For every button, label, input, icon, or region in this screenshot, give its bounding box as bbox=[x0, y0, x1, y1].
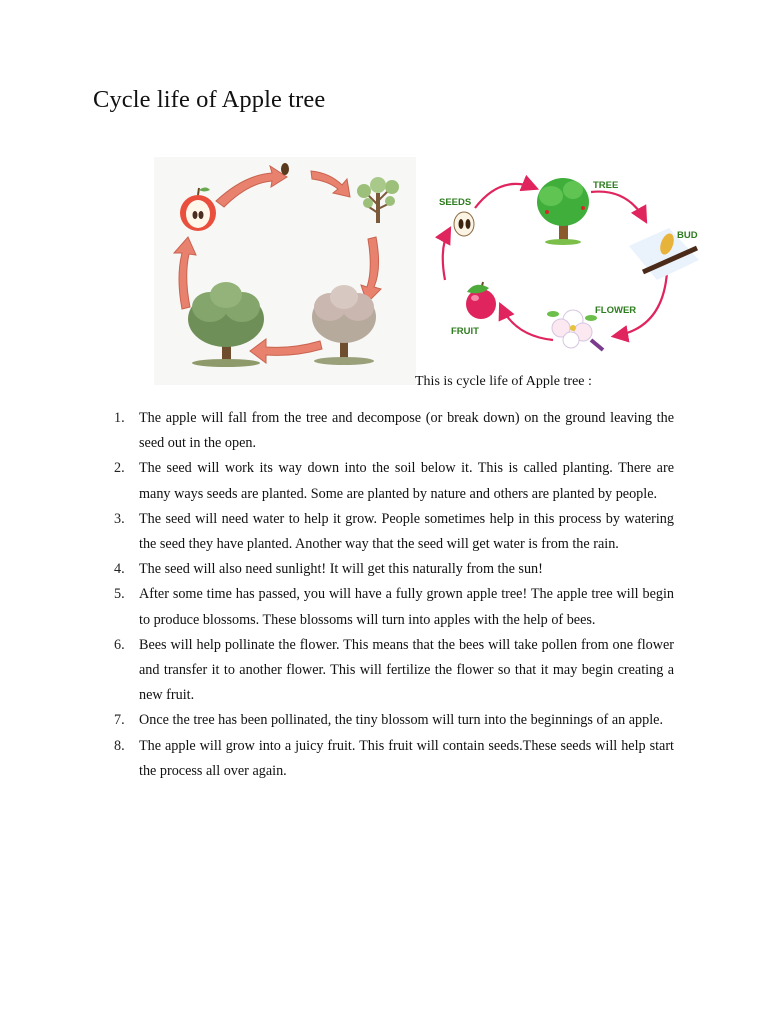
step-text: The apple will grow into a juicy fruit. This fruit will contain seeds.These seeds will help start the process all over again. bbox=[139, 737, 674, 779]
apple-life-cycle-illustration-right bbox=[431, 168, 707, 364]
steps-list bbox=[110, 406, 674, 784]
step-text: Bees will help pollinate the flower. This means that the bees will take pollen from one flower and transfer it to another flower. This will fertilize the flower so that it may begin creating a new fruit. bbox=[139, 636, 674, 704]
list-item bbox=[110, 456, 674, 506]
list-item bbox=[110, 507, 674, 557]
list-item bbox=[110, 734, 674, 784]
step-text: The seed will need water to help it grow. People sometimes help in this process by watering the seed they have planted. Another way that the seed will get water is from the rain. bbox=[139, 510, 674, 553]
flower-icon bbox=[547, 310, 603, 350]
step-number: 5. bbox=[114, 586, 125, 603]
step-number: 7. bbox=[114, 712, 125, 729]
step-text: The seed will also need sunlight! It will get this naturally from the sun! bbox=[139, 561, 543, 578]
list-item bbox=[110, 633, 674, 709]
seeds-icon bbox=[454, 212, 474, 236]
step-number: 6. bbox=[114, 636, 125, 653]
step-number: 8. bbox=[114, 737, 125, 754]
tree-icon bbox=[537, 178, 589, 245]
seed-icon bbox=[281, 163, 289, 175]
apple-life-cycle-illustration-left bbox=[154, 157, 416, 385]
figure-caption: This is cycle life of Apple tree : bbox=[415, 374, 592, 389]
label-tree: TREE bbox=[593, 180, 619, 191]
step-text: The seed will work its way down into the soil below it. This is called planting. There are many ways seeds are planted. Some are planted by nature and others are planted by people. bbox=[139, 460, 674, 502]
list-item bbox=[110, 557, 674, 582]
list-item bbox=[110, 406, 674, 456]
list-item bbox=[110, 708, 674, 733]
page-title: Cycle life of Apple tree bbox=[93, 86, 326, 113]
label-bud: BUD bbox=[677, 230, 698, 241]
step-number: 3. bbox=[114, 510, 125, 527]
label-fruit: FRUIT bbox=[451, 326, 479, 337]
step-number: 1. bbox=[114, 410, 125, 426]
step-number: 4. bbox=[114, 561, 125, 578]
step-text: After some time has passed, you will have a fully grown apple tree! The apple tree will begin to produce blossoms. These blossoms will turn into apples with the help of bees. bbox=[139, 586, 674, 628]
step-text: Once the tree has been pollinated, the tiny blossom will turn into the beginnings of an apple. bbox=[139, 712, 664, 729]
list-item bbox=[110, 582, 674, 632]
label-flower: FLOWER bbox=[595, 305, 637, 316]
step-text: The apple will fall from the tree and decompose (or break down) on the ground leaving the seed out in the open. bbox=[139, 410, 674, 452]
step-number: 2. bbox=[114, 460, 125, 477]
label-seeds: SEEDS bbox=[439, 197, 472, 208]
apple-fruit-icon bbox=[466, 282, 496, 319]
